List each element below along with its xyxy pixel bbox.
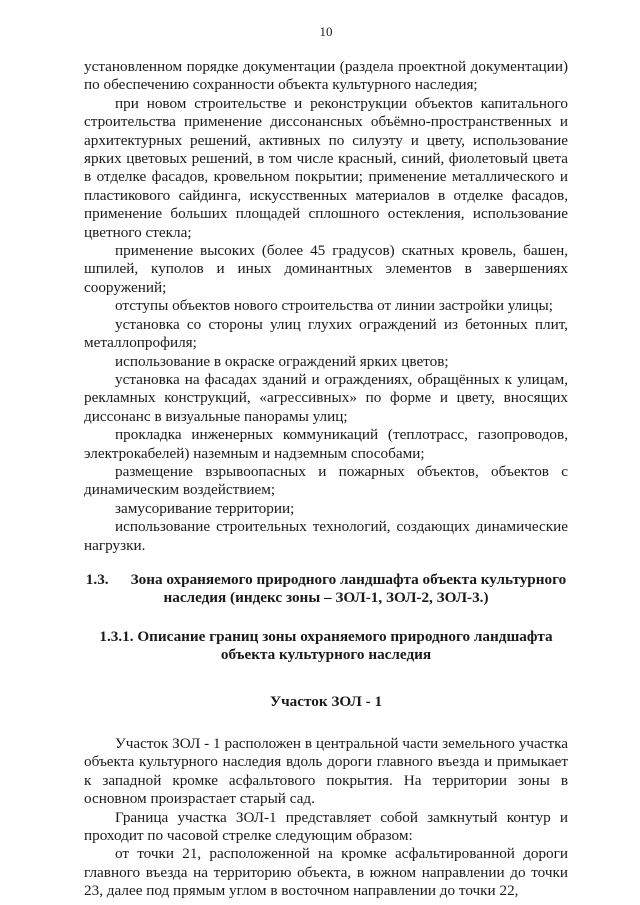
paragraph: от точки 21, расположенной на кромке асфальтированной дороги главного въезда на территорию объекта, в южном направлении до точки 23, далее под прямым углом в восточном направлении до точки 22, bbox=[84, 845, 568, 900]
section-heading-1-3 bbox=[84, 571, 568, 608]
paragraph: установка со стороны улиц глухих ограждений из бетонных плит, металлопрофиля; bbox=[84, 315, 568, 352]
paragraph: установленном порядке документации (раздела проектной документации) по обеспечению сохранности объекта культурного наследия; bbox=[84, 58, 568, 94]
paragraph: Участок ЗОЛ - 1 расположен в центральной части земельного участка объекта культурного наследия вдоль дороги главного въезда и примыкает к западной кромке асфальтового покрытия. На территории зоны в основном произрастает старый сад. bbox=[84, 735, 568, 808]
section-title-part: Зона охраняемого природного ландшафта объекта культурного bbox=[130, 570, 567, 588]
paragraph: применение высоких (более 45 градусов) скатных кровель, башен, шпилей, куполов и иных доминантных элементов в завершениях сооружений; bbox=[84, 242, 568, 296]
paragraph: при новом строительстве и реконструкции объектов капитального строительства применение диссонансных объёмно-пространственных и архитектурных решений, активных по силуэту и цвету, использование ярких цветовых решений, в том числе красный, синий, фиолетовый цвета в отделке фасадов, кровельном покрытии; применение металлического и пластикового сайдинга, искусственных материалов в отделке фасадов, применение больших площадей сплошного остекления, использование цветного стекла; bbox=[84, 94, 568, 241]
paragraph: отступы объектов нового строительства от линии застройки улицы; bbox=[115, 297, 553, 315]
page-number: 10 bbox=[319, 24, 333, 39]
paragraph: прокладка инженерных коммуникаций (теплотрасс, газопроводов, электрокабелей) наземным и надземным способами; bbox=[84, 426, 568, 462]
plot-description bbox=[84, 735, 568, 901]
paragraph: размещение взрывоопасных и пожарных объектов, объектов с динамическим воздействием; bbox=[84, 462, 568, 499]
section-heading-line bbox=[84, 571, 568, 589]
paragraph: установка на фасадах зданий и ограждениях, обращённых к улицам, рекламных конструкций, «агрессивных» по форме и цвету, вносящих диссонанс в визуальные панорамы улиц; bbox=[84, 370, 568, 425]
section-number: 1.3. bbox=[85, 570, 109, 588]
section-heading-line: наследия (индекс зоны – ЗОЛ-1, ЗОЛ-2, ЗОЛ-3.) bbox=[163, 589, 489, 607]
plot-heading-zol-1: Участок ЗОЛ - 1 bbox=[269, 692, 383, 710]
subsection-heading-line: 1.3.1. Описание границ зоны охраняемого природного ландшафта bbox=[99, 627, 553, 645]
subsection-heading-1-3-1 bbox=[84, 628, 568, 665]
paragraph: использование строительных технологий, создающих динамические нагрузки. bbox=[84, 518, 568, 554]
paragraph: использование в окраске ограждений ярких цветов; bbox=[115, 352, 449, 370]
restrictions-list bbox=[84, 58, 568, 555]
subsection-heading-line: объекта культурного наследия bbox=[220, 646, 432, 664]
paragraph: Граница участка ЗОЛ-1 представляет собой замкнутый контур и проходит по часовой стрелке следующим образом: bbox=[84, 808, 568, 845]
paragraph: замусоривание территории; bbox=[115, 499, 295, 517]
